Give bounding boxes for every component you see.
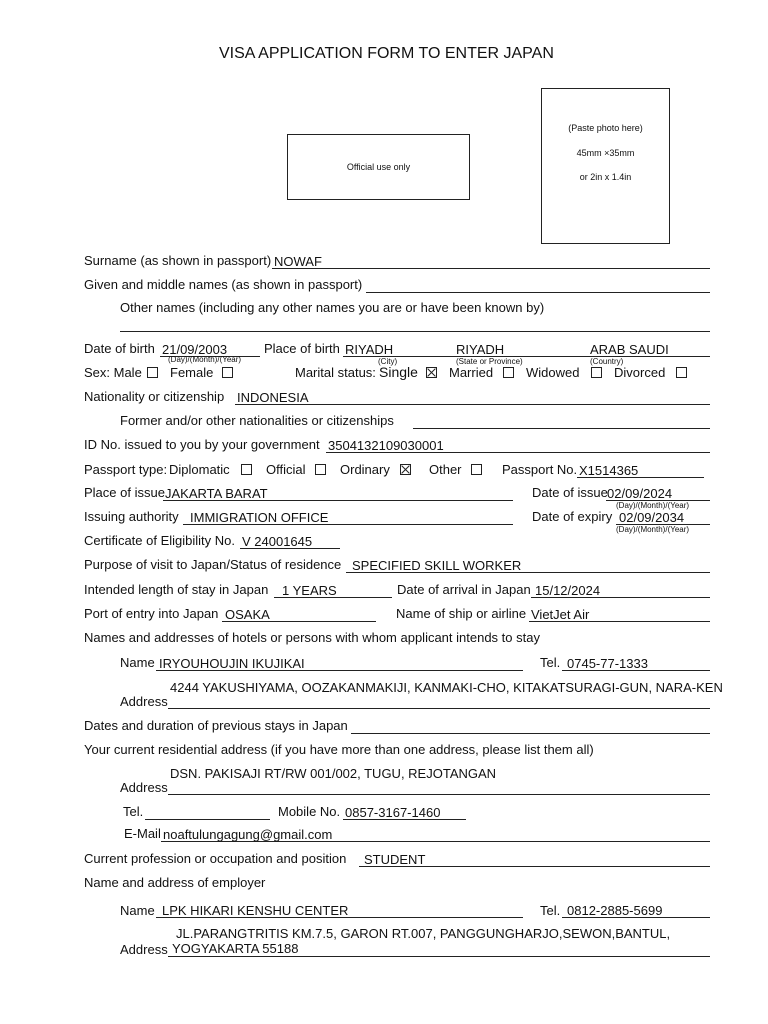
female-label: Female <box>170 365 214 380</box>
place-issue-field[interactable]: JAKARTA BARAT <box>165 486 268 501</box>
official-use-text: Official use only <box>346 162 411 172</box>
divorced-label: Divorced <box>614 365 666 380</box>
photo-hint-2: 45mm ×35mm <box>576 148 635 158</box>
issuing-auth-label: Issuing authority <box>84 509 179 524</box>
employer-tel-label: Tel. <box>540 903 561 918</box>
length-stay-field[interactable]: 1 YEARS <box>282 583 337 598</box>
diplomatic-label: Diplomatic <box>169 462 230 477</box>
current-address-label: Your current residential address (if you have more than one address, please list them all) <box>84 742 594 757</box>
pob-country-field[interactable]: ARAB SAUDI <box>590 342 669 357</box>
mobile-label: Mobile No. <box>278 804 341 819</box>
surname-field[interactable]: NOWAF <box>274 254 322 269</box>
single-label: Single <box>379 364 418 380</box>
port-entry-field[interactable]: OSAKA <box>225 607 270 622</box>
photo-hint-3: or 2in x 1.4in <box>579 172 632 182</box>
passport-no-field[interactable]: X1514365 <box>579 463 639 478</box>
current-address-sublabel: Address <box>120 780 168 795</box>
prev-stays-label: Dates and duration of previous stays in Japan <box>84 718 348 733</box>
profession-field[interactable]: STUDENT <box>364 852 426 867</box>
nationality-label: Nationality or citizenship <box>84 389 225 404</box>
mobile-field[interactable]: 0857-3167-1460 <box>345 805 441 820</box>
host-name-field[interactable]: IRYOUHOUJIN IKUJIKAI <box>159 656 305 671</box>
passport-no-label: Passport No. <box>502 462 578 477</box>
ship-airline-label: Name of ship or airline <box>396 606 527 621</box>
purpose-label: Purpose of visit to Japan/Status of residence <box>84 557 342 572</box>
employer-label: Name and address of employer <box>84 875 266 890</box>
employer-name-label: Name <box>120 903 155 918</box>
purpose-field[interactable]: SPECIFIED SKILL WORKER <box>352 558 522 573</box>
marital-label: Marital status: <box>295 365 376 380</box>
city-hint: (City) <box>378 357 398 366</box>
host-tel-label: Tel. <box>540 655 561 670</box>
email-label: E-Mail <box>124 826 161 841</box>
other-names-field[interactable] <box>120 331 710 332</box>
email-field[interactable]: noaftulungagung@gmail.com <box>163 827 333 842</box>
current-address-line <box>168 794 710 795</box>
tel-field[interactable] <box>145 819 270 820</box>
current-address-field[interactable]: DSN. PAKISAJI RT/RW 001/002, TUGU, REJOTANGAN <box>170 766 497 781</box>
employer-tel-field[interactable]: 0812-2885-5699 <box>567 903 663 918</box>
profession-label: Current profession or occupation and position <box>84 851 347 866</box>
other-label: Other <box>429 462 462 477</box>
pob-label: Place of birth <box>264 341 340 356</box>
official-label: Official <box>266 462 306 477</box>
date-issue-field[interactable]: 02/09/2024 <box>607 486 673 501</box>
host-tel-field[interactable]: 0745-77-1333 <box>567 656 648 671</box>
married-label: Married <box>449 365 494 380</box>
employer-address-line2[interactable]: YOGYAKARTA 55188 <box>172 941 299 956</box>
host-address-label: Address <box>120 694 168 709</box>
prev-stays-field[interactable] <box>351 733 710 734</box>
date-issue-label: Date of issue <box>532 485 608 500</box>
given-names-field[interactable] <box>366 292 710 293</box>
widowed-label: Widowed <box>526 365 580 380</box>
cert-elig-label: Certificate of Eligibility No. <box>84 533 235 548</box>
ship-airline-field[interactable]: VietJet Air <box>531 607 590 622</box>
given-names-label: Given and middle names (as shown in passport) <box>84 277 363 292</box>
tel-label: Tel. <box>123 804 144 819</box>
photo-box[interactable] <box>541 88 670 244</box>
official-checkbox[interactable] <box>315 464 326 475</box>
date-expiry-hint: (Day)/(Month)/(Year) <box>616 525 690 534</box>
official-use-box <box>287 134 470 200</box>
employer-address-line1[interactable]: JL.PARANGTRITIS KM.7.5, GARON RT.007, PANGGUNGHARJO,SEWON,BANTUL, <box>176 926 671 941</box>
sex-male-checkbox[interactable] <box>147 367 158 378</box>
state-hint: (State or Province) <box>456 357 523 366</box>
port-entry-label: Port of entry into Japan <box>84 606 219 621</box>
nationality-field[interactable]: INDONESIA <box>237 390 309 405</box>
date-expiry-field[interactable]: 02/09/2034 <box>619 510 685 525</box>
dob-field[interactable]: 21/09/2003 <box>162 342 228 357</box>
length-stay-label: Intended length of stay in Japan <box>84 582 269 597</box>
widowed-checkbox[interactable] <box>591 367 602 378</box>
host-name-label: Name <box>120 655 155 670</box>
diplomatic-checkbox[interactable] <box>241 464 252 475</box>
dob-hint: (Day)/(Month)/(Year) <box>168 355 242 364</box>
pob-city-field[interactable]: RIYADH <box>345 342 394 357</box>
place-issue-label: Place of issue <box>84 485 165 500</box>
cert-elig-field[interactable]: V 24001645 <box>242 534 313 549</box>
former-nationality-field[interactable] <box>413 428 710 429</box>
date-arrival-field[interactable]: 15/12/2024 <box>535 583 601 598</box>
employer-address-label: Address <box>120 942 168 957</box>
date-issue-hint: (Day)/(Month)/(Year) <box>616 501 690 510</box>
id-no-field[interactable]: 3504132109030001 <box>328 438 444 453</box>
other-names-label: Other names (including any other names you are or have been known by) <box>120 300 545 315</box>
hotels-label: Names and addresses of hotels or persons with whom applicant intends to stay <box>84 630 540 645</box>
country-hint: (Country) <box>590 357 624 366</box>
id-no-label: ID No. issued to you by your government <box>84 437 320 452</box>
other-checkbox[interactable] <box>471 464 482 475</box>
passport-type-label: Passport type: <box>84 462 168 477</box>
surname-line <box>272 268 710 269</box>
dob-label: Date of birth <box>84 341 155 356</box>
form-title: VISA APPLICATION FORM TO ENTER JAPAN <box>219 45 554 62</box>
ordinary-label: Ordinary <box>340 462 390 477</box>
photo-hint-1: (Paste photo here) <box>568 123 643 133</box>
single-checkbox[interactable] <box>426 367 437 378</box>
employer-address-line <box>168 956 710 957</box>
employer-name-field[interactable]: LPK HIKARI KENSHU CENTER <box>162 903 349 918</box>
issuing-auth-field[interactable]: IMMIGRATION OFFICE <box>190 510 329 525</box>
date-expiry-label: Date of expiry <box>532 509 613 524</box>
sex-label: Sex: Male <box>84 365 142 380</box>
pob-state-field[interactable]: RIYADH <box>456 342 505 357</box>
host-address-line <box>168 708 710 709</box>
former-nationality-label: Former and/or other nationalities or citizenships <box>120 413 394 428</box>
ordinary-checkbox[interactable] <box>400 464 411 475</box>
host-address-field[interactable]: 4244 YAKUSHIYAMA, OOZAKANMAKIJI, KANMAKI-CHO, KITAKATSURAGI-GUN, NARA-KEN <box>170 680 723 695</box>
married-checkbox[interactable] <box>503 367 514 378</box>
date-arrival-label: Date of arrival in Japan <box>397 582 531 597</box>
surname-label: Surname (as shown in passport) <box>84 253 272 268</box>
divorced-checkbox[interactable] <box>676 367 687 378</box>
sex-female-checkbox[interactable] <box>222 367 233 378</box>
